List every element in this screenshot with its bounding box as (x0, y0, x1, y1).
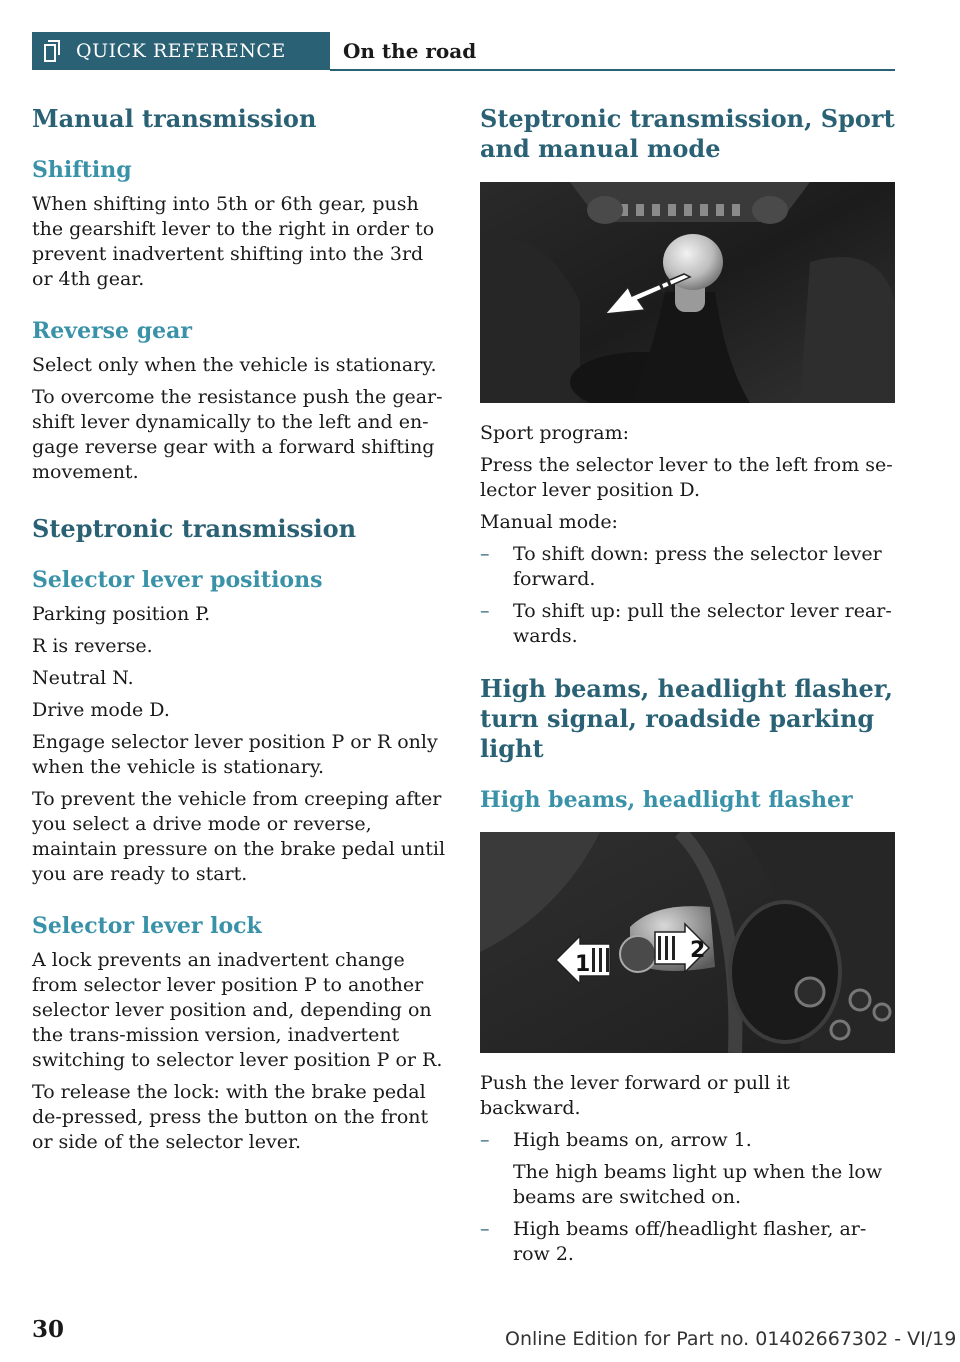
edition-footer: Online Edition for Part no. 01402667302 - VI/19 (505, 1328, 957, 1350)
list-item: – High beams on, arrow 1. The high beams light up when the low beams are switched on. (480, 1129, 883, 1208)
list-item: – To shift up: pull the selector lever rear‐wards. (480, 600, 892, 647)
selector-lock-text-1: A lock prevents an inadvertent change from selector lever position P to another selector lever position and, depending on the trans‐mission version, inadvertent switching to selector lever position P or R. (32, 949, 443, 1071)
heading-selector-lever-positions: Selector lever positions (32, 567, 323, 593)
heading-high-beams-turn-signal: High beams, headlight flasher, turn signal, roadside parking light (480, 674, 894, 763)
gear-selector-photo (480, 182, 895, 403)
page-header (32, 32, 895, 70)
heading-reverse-gear: Reverse gear (32, 318, 192, 344)
reverse-gear-text-2: To overcome the resistance push the gear‐shift lever dynamically to the left and en‐gage reverse gear with a forward shifting movement. (32, 386, 443, 483)
quick-reference-icon (44, 40, 62, 62)
selector-positions-text-3: Neutral N. (32, 667, 134, 689)
heading-manual-transmission: Manual transmission (32, 104, 317, 133)
arrow-1-label: 1 (575, 952, 591, 977)
sport-program-text: Press the selector lever to the left from se‐lector lever position D. (480, 454, 893, 501)
manual-mode-label: Manual mode: (480, 511, 618, 533)
page-number: 30 (32, 1316, 65, 1343)
arrow-2-label: 2 (690, 938, 706, 963)
high-beams-text: Push the lever forward or pull it backward. (480, 1072, 790, 1119)
selector-lock-text-2: To release the lock: with the brake pedal de‐pressed, press the button on the front or side of the selector lever. (32, 1081, 429, 1153)
list-item: – High beams off/headlight flasher, ar‐row 2. (480, 1218, 867, 1265)
manual-mode-list (480, 542, 896, 649)
section-title: On the road (343, 39, 477, 63)
tab-label: QUICK REFERENCE (76, 40, 286, 62)
header-divider (330, 69, 895, 71)
shifting-text: When shifting into 5th or 6th gear, push the gearshift lever to the right in order to prevent inadvertent shifting into the 3rd or 4th gear. (32, 193, 435, 290)
high-beams-list (480, 1128, 896, 1267)
heading-selector-lever-lock: Selector lever lock (32, 913, 262, 939)
selector-positions-text-5: Engage selector lever position P or R only when the vehicle is stationary. (32, 731, 438, 778)
quick-reference-tab[interactable] (32, 32, 330, 70)
sport-program-label: Sport program: (480, 422, 630, 444)
selector-positions-text-4: Drive mode D. (32, 699, 170, 721)
right-column (480, 104, 896, 1274)
selector-positions-text-6: To prevent the vehicle from creeping after you select a drive mode or reverse, maintain pressure on the brake pedal until you are ready to start. (32, 788, 446, 885)
heading-shifting: Shifting (32, 157, 132, 183)
heading-high-beams-headlight-flasher: High beams, headlight flasher (480, 787, 853, 813)
selector-positions-text-2: R is reverse. (32, 635, 153, 657)
heading-sport-manual-mode: Steptronic transmission, Sport and manual mode (480, 104, 895, 163)
left-column (32, 104, 448, 1162)
turn-signal-lever-photo (480, 832, 895, 1053)
list-item: – To shift down: press the selector lever forward. (480, 543, 882, 590)
reverse-gear-text-1: Select only when the vehicle is stationary. (32, 354, 437, 376)
heading-steptronic-transmission: Steptronic transmission (32, 514, 357, 543)
selector-positions-text-1: Parking position P. (32, 603, 211, 625)
